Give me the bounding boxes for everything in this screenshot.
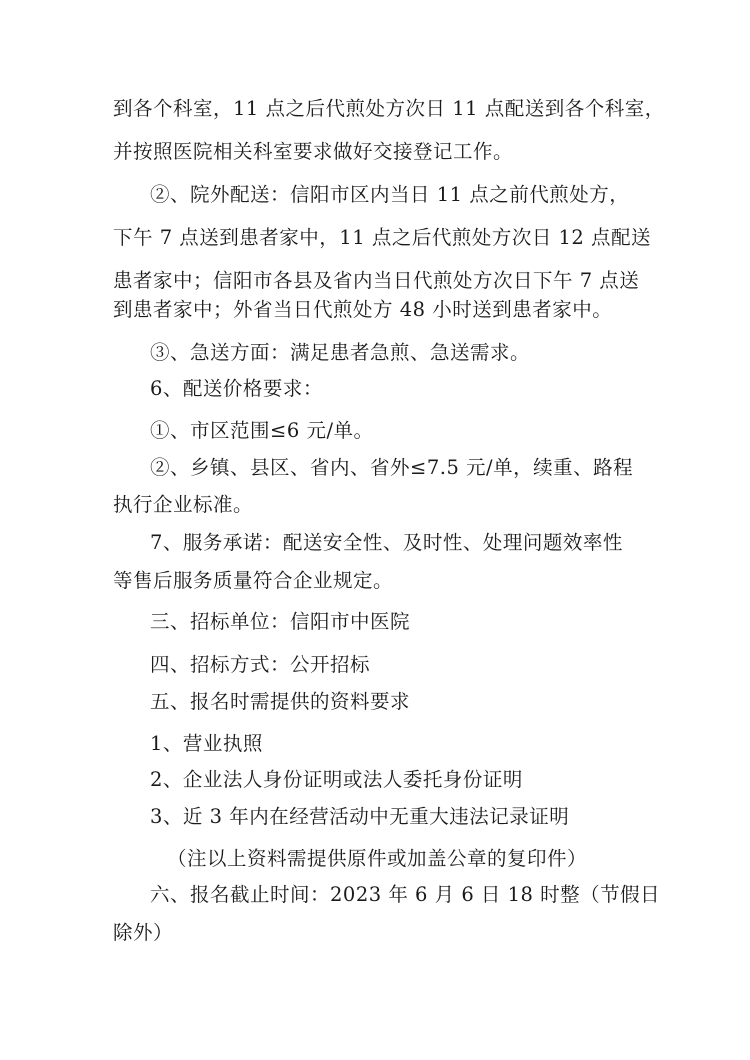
text-line-4: 下午 7 点送到患者家中，11 点之后代煎处方次日 12 点配送 [113, 226, 652, 249]
text-line-8: 6、配送价格要求： [150, 377, 323, 400]
text-line-9: ①、市区范围≤6 元/单。 [150, 419, 374, 442]
text-line-5: 患者家中；信阳市各县及省内当日代煎处方次日下午 7 点送 [113, 269, 640, 292]
text-line-22: 除外） [113, 921, 174, 944]
text-line-17: 1、营业执照 [150, 732, 263, 755]
text-line-10: ②、乡镇、县区、省内、省外≤7.5 元/单，续重、路程 [150, 456, 634, 479]
text-line-14: 三、招标单位：信阳市中医院 [150, 610, 411, 633]
text-line-19: 3、近 3 年内在经营活动中无重大违法记录证明 [150, 805, 570, 828]
text-line-11: 执行企业标准。 [113, 493, 254, 516]
text-line-3: ②、院外配送：信阳市区内当日 11 点之前代煎处方， [150, 183, 630, 206]
text-line-1: 到各个科室，11 点之后代煎处方次日 11 点配送到各个科室， [113, 97, 665, 120]
text-line-13: 等售后服务质量符合企业规定。 [113, 569, 394, 592]
text-line-15: 四、招标方式：公开招标 [150, 653, 371, 676]
text-line-7: ③、急送方面：满足患者急煎、急送需求。 [150, 341, 531, 364]
text-line-2: 并按照医院相关科室要求做好交接登记工作。 [113, 140, 514, 163]
text-line-6: 到患者家中；外省当日代煎处方 48 小时送到患者家中。 [113, 298, 613, 321]
text-line-16: 五、报名时需提供的资料要求 [150, 690, 411, 713]
text-line-12: 7、服务承诺：配送安全性、及时性、处理问题效率性 [150, 531, 623, 554]
text-line-18: 2、企业法人身份证明或法人委托身份证明 [150, 768, 523, 791]
text-line-21: 六、报名截止时间：2023 年 6 月 6 日 18 时整（节假日 [150, 883, 661, 906]
text-line-20: （注以上资料需提供原件或加盖公章的复印件） [167, 847, 588, 870]
